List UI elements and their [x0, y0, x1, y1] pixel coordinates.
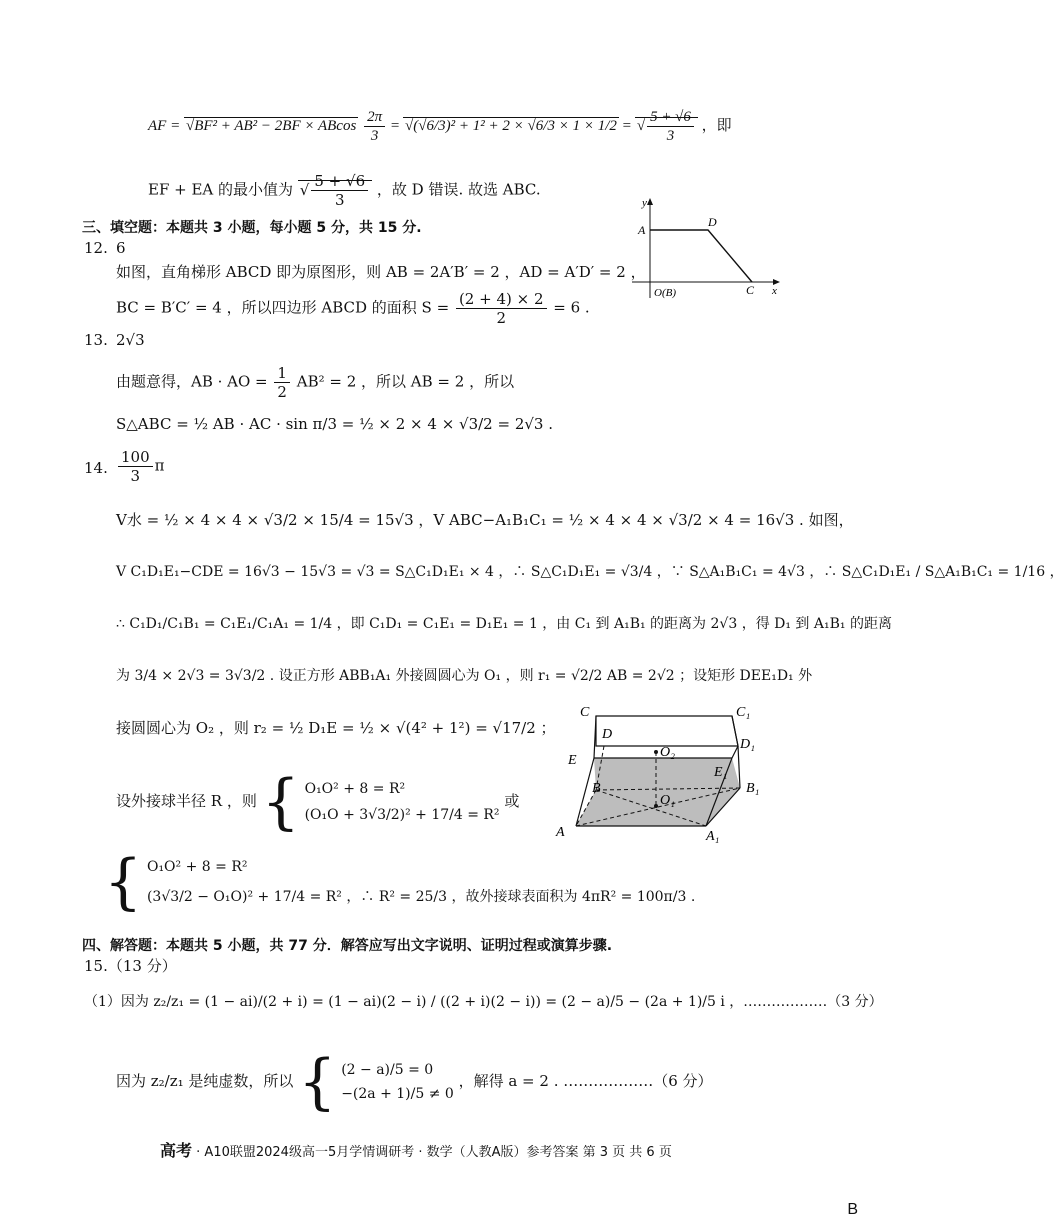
- label-e: E: [568, 753, 577, 768]
- q13-line1: 由题意得，AB · AO = $\frac{1}{2}$ AB² = 2 ，所以 AB = 2 ，所以: [116, 364, 515, 401]
- q13-answer: 2√3: [116, 331, 145, 349]
- o1-point: [654, 804, 658, 808]
- o2-point: [654, 750, 658, 754]
- c-label: C: [746, 283, 755, 297]
- af-formula-line: AF = √BF² + AB² − 2BF × ABcos $\frac{2\pi}{3}$ = √(√6/3)² + 1² + 2 × √6/3 × 1 × 1/2 = √ $\frac{5 + √6}{3}$ ，即: [148, 109, 732, 144]
- q14-line3: ∴ C₁D₁/C₁B₁ = C₁E₁/C₁A₁ = 1/4 ，即 C₁D₁ = C₁E₁ = D₁E₁ = 1 ，由 C₁ 到 A₁B₁ 的距离为 2√3 ，得 D₁ 到 A₁B₁ 的距离: [116, 616, 892, 632]
- section3-heading: 三、填空题：本题共 3 小题，每小题 5 分，共 15 分.: [82, 220, 422, 236]
- o-label: O(B): [654, 287, 676, 299]
- top-face: [596, 716, 738, 746]
- label-e1: E₁: [714, 765, 728, 780]
- q15-number: 15.（13 分）: [84, 957, 177, 975]
- section4-heading: 四、解答题：本题共 5 小题，共 77 分．解答应写出文字说明、证明过程或演算步骤.: [82, 938, 613, 954]
- q14-line5: 接圆圆心为 O₂ ，则 r₂ = ½ D₁E = ½ × √(4² + 1²) = √17/2 ；: [116, 719, 556, 737]
- footer-text: · A10联盟2024级高一5月学情调研考 · 数学（人教A版）参考答案 第 3 页 共 6 页: [196, 1145, 672, 1160]
- q12-line1: 如图，直角梯形 ABCD 即为原图形，则 AB = 2A′B′ = 2 ，AD = A′D′ = 2 ，: [116, 263, 646, 281]
- q14-line2: V C₁D₁E₁−CDE = 16√3 − 15√3 = √3 = S△C₁D₁E₁ × 4 ，∴ S△C₁D₁E₁ = √3/4 ，∵ S△A₁B₁C₁ = 4√3 ，∴ S△C₁D₁E₁ / S△A₁B₁C₁ = 1/16 ，: [116, 564, 1064, 580]
- q14-system1: 设外接球半径 R ，则 { O₁O² + 8 = R² (O₁O + 3√3/2)² + 17/4 = R² 或: [116, 767, 520, 837]
- label-o1: O₁: [660, 793, 675, 808]
- q14-number: 14.: [84, 459, 108, 477]
- x-label: x: [772, 285, 777, 297]
- q13-line2: S△ABC = ½ AB · AC · sin π/3 = ½ × 2 × 4 × √3/2 = 2√3 .: [116, 415, 554, 433]
- label-c: C: [580, 705, 590, 720]
- label-d: D: [602, 727, 613, 742]
- page-footer: [160, 1138, 672, 1161]
- figure-q14-prism: [556, 700, 776, 850]
- q14-system2: { O₁O² + 8 = R² (3√3/2 − O₁O)² + 17/4 = R² ，∴ R² = 25/3 ，故外接球表面积为 4πR² = 100π/3 .: [104, 847, 696, 917]
- q15-part1b: 因为 z₂/z₁ 是纯虚数，所以 { (2 − a)/5 = 0 −(2a + 1)/5 ≠ 0 ，解得 a = 2 . ………………（6 分）: [116, 1047, 713, 1117]
- ef-min-line: EF + EA 的最小值为 √ $\frac{5 + √6}{3}$ ，故 D 错误. 故选 ABC.: [148, 172, 541, 209]
- label-d1: D₁: [740, 737, 755, 752]
- figure-q12-trapezoid: [628, 196, 788, 304]
- label-a1: A₁: [706, 829, 720, 844]
- a-label: A: [638, 223, 646, 237]
- trapezoid-shape: [650, 230, 752, 282]
- corner-mark: B: [847, 1201, 858, 1218]
- q12-line2: BC = B′C′ = 4 ，所以四边形 ABCD 的面积 S = $\frac{(2 + 4) \times 2}{2}$ = 6 .: [116, 290, 590, 327]
- q13-number: 13.: [84, 331, 108, 349]
- brand-logo: 高考: [160, 1141, 193, 1160]
- q12-number: 12.: [84, 239, 108, 257]
- label-b1: B₁: [746, 781, 760, 796]
- label-o2: O₂: [660, 745, 675, 760]
- d-label: D: [708, 215, 717, 229]
- q14-line1: V水 = ½ × 4 × 4 × √3/2 × 15/4 = 15√3 ，V ABC−A₁B₁C₁ = ½ × 4 × 4 × √3/2 × 4 = 16√3 . 如图，: [116, 511, 854, 529]
- q14-answer: $\frac{100}{3}$ π: [116, 448, 165, 485]
- q15-part1: （1）因为 z₂/z₁ = (1 − ai)/(2 + i) = (1 − ai)(2 − i) / ((2 + i)(2 − i)) = (2 − a)/5 − (2a + 1)/5 i ，………………（3 分）: [84, 994, 883, 1010]
- q14-line4: 为 3/4 × 2√3 = 3√3/2 . 设正方形 ABB₁A₁ 外接圆圆心为 O₁ ，则 r₁ = √2/2 AB = 2√2 ；设矩形 DEE₁D₁ 外: [116, 668, 813, 684]
- label-b: B: [592, 781, 601, 796]
- y-label: y: [642, 197, 647, 209]
- label-c1: C₁: [736, 705, 751, 720]
- q12-answer: 6: [116, 239, 126, 257]
- label-a: A: [556, 825, 565, 840]
- y-axis-arrow: [647, 198, 653, 205]
